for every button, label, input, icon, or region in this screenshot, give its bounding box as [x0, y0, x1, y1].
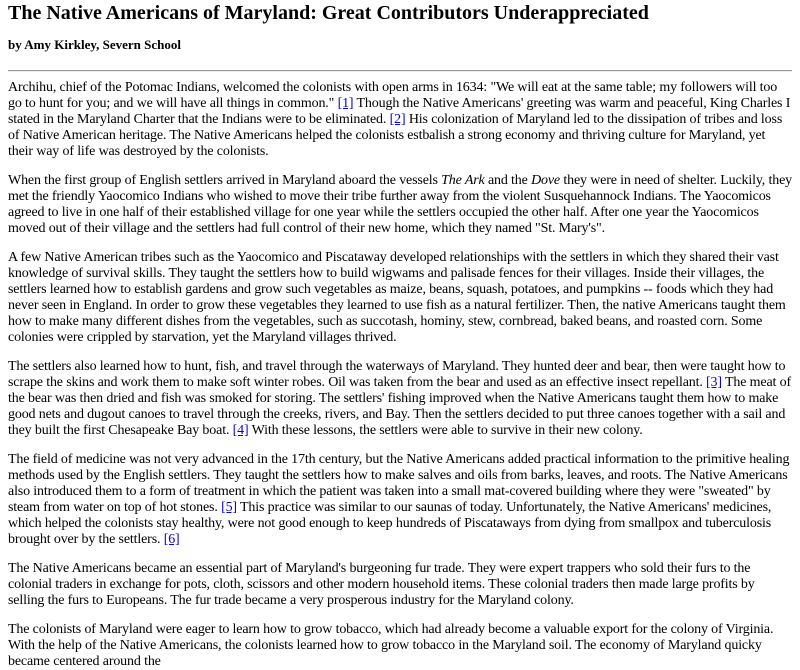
paragraph-intro — [8, 80, 792, 160]
divider — [8, 70, 792, 72]
text: When the first group of English settlers arrived in Maryland aboard the vessels — [8, 173, 442, 188]
paragraph-tobacco — [8, 622, 792, 670]
ship-name-ark: The Ark — [441, 173, 485, 188]
text: This practice was similar to our saunas of today. Unfortunately, the Native Americans' medicines, which helped the colonists stay healthy, were not good enough to keep hundreds of Piscataways from dying from smallpox and tuberculosis brought over by the settlers. — [8, 500, 772, 547]
byline: by Amy Kirkley, Severn School — [8, 37, 181, 52]
ship-name-dove: Dove — [531, 173, 561, 188]
footnote-link-1[interactable]: [1] — [337, 96, 354, 111]
text: His colonization of Maryland led to the dissipation of tribes and loss of Native American heritage. The Native Americans helped the colonists estbalish a strong economy and thriving culture for Maryland, yet their way of life was destroyed by the colonists. — [8, 112, 783, 159]
footnote-link-3[interactable]: [3] — [706, 375, 722, 390]
footnote-link-4[interactable]: [4] — [232, 423, 249, 438]
footnote-link-5[interactable]: [5] — [221, 500, 237, 515]
paragraph-survival-skills — [8, 250, 792, 346]
paragraph-medicine — [8, 452, 792, 548]
text: they were in need of shelter. Luckily, they met the friendly Yaocomico Indians who wished to move their tribe further away from the violent Susquehannock Indians. The Yaocomicos agreed to live in one half of their established village for one year while the settlers occupied the other half. After one year the Yaocomicos moved out of their village and the settlers had full control of their new home, which they named "St. Mary's". — [8, 173, 792, 236]
text: Archihu, chief of the Potomac Indians, welcomed the colonists with open arms in 1634: "We will eat at the same table; my followers will too go to hunt for you; and we will have all things in common." — [8, 80, 778, 111]
text: The Native Americans became an essential part of Maryland's burgeoning fur trade. They were expert trappers who sold their furs to the colonial traders in exchange for pots, cloth, scissors and other modern household items. These colonial traders then made large profits by selling the furs to Europeans. The fur trade became a very prosperous industry for the Maryland colony. — [8, 561, 755, 608]
text: The settlers also learned how to hunt, fish, and travel through the waterways of Maryland. They hunted deer and bear, then were taught how to scrape the skins and work them to make soft winter robes. Oil was taken from the bear and used as an effective insect repellant. — [8, 359, 786, 390]
text: The meat of the bear was then dried and fish was smoked for storing. The settlers' fishing improved when the Native Americans taught them how to make good nets and dugout canoes to travel through the creeks, rivers, and Bay. Then the settlers decided to put three canoes together with a sail and they built the first Chesapeake Bay boat. — [8, 375, 792, 438]
text: The colonists of Maryland were eager to learn how to grow tobacco, which had already become a valuable export for the colony of Virginia. With the help of the Native Americans, the colonists learned how to grow tobacco in the Maryland soil. The economy of Maryland quicky became centered around the — [8, 622, 774, 669]
paragraph-fur-trade — [8, 561, 792, 609]
paragraph-hunting-fishing — [8, 359, 792, 439]
paragraph-settlers-arrival — [8, 173, 792, 237]
text: With these lessons, the settlers were able to survive in their new colony. — [248, 423, 643, 438]
text: Though the Native Americans' greeting was warm and peaceful, King Charles I stated in the Maryland Charter that the Indians were to be eliminated. — [8, 96, 791, 127]
footnote-link-2[interactable]: [2] — [389, 112, 406, 127]
page-title: The Native Americans of Maryland: Great Contributors Underappreciated — [8, 2, 649, 24]
text: The field of medicine was not very advanced in the 17th century, but the Native Americans added practical information to the primitive healing methods used by the English settlers. They taught the settlers how to make salves and oils from barks, leaves, and roots. The Native Americans also introduced them to a form of treatment in which the patient was taken into a small mat-covered building where they were "sweated" by steam from water on top of hot stones. — [8, 452, 790, 515]
footnote-link-6[interactable]: [6] — [163, 532, 180, 547]
text: and the — [484, 173, 532, 188]
text: A few Native American tribes such as the Yaocomico and Piscataway developed relationships with the settlers in which they shared their vast knowledge of survival skills. They taught the settlers how to build wigwams and palisade fences for their villages. Inside their villages, the settlers learned how to establish gardens and grow such vegetables as maize, beans, squash, potatoes, and pumpkins -- foods which they had never seen in England. In order to grow these vegetables they learned to use fish as a natural fertilizer. Then, the native Americans taught them how to make many different dishes from the vegetables, such as succotash, hominy, stew, cornbread, baked beans, and roasted corn. Some colonies were crippled by starvation, yet the Maryland villages thrived. — [8, 250, 786, 345]
